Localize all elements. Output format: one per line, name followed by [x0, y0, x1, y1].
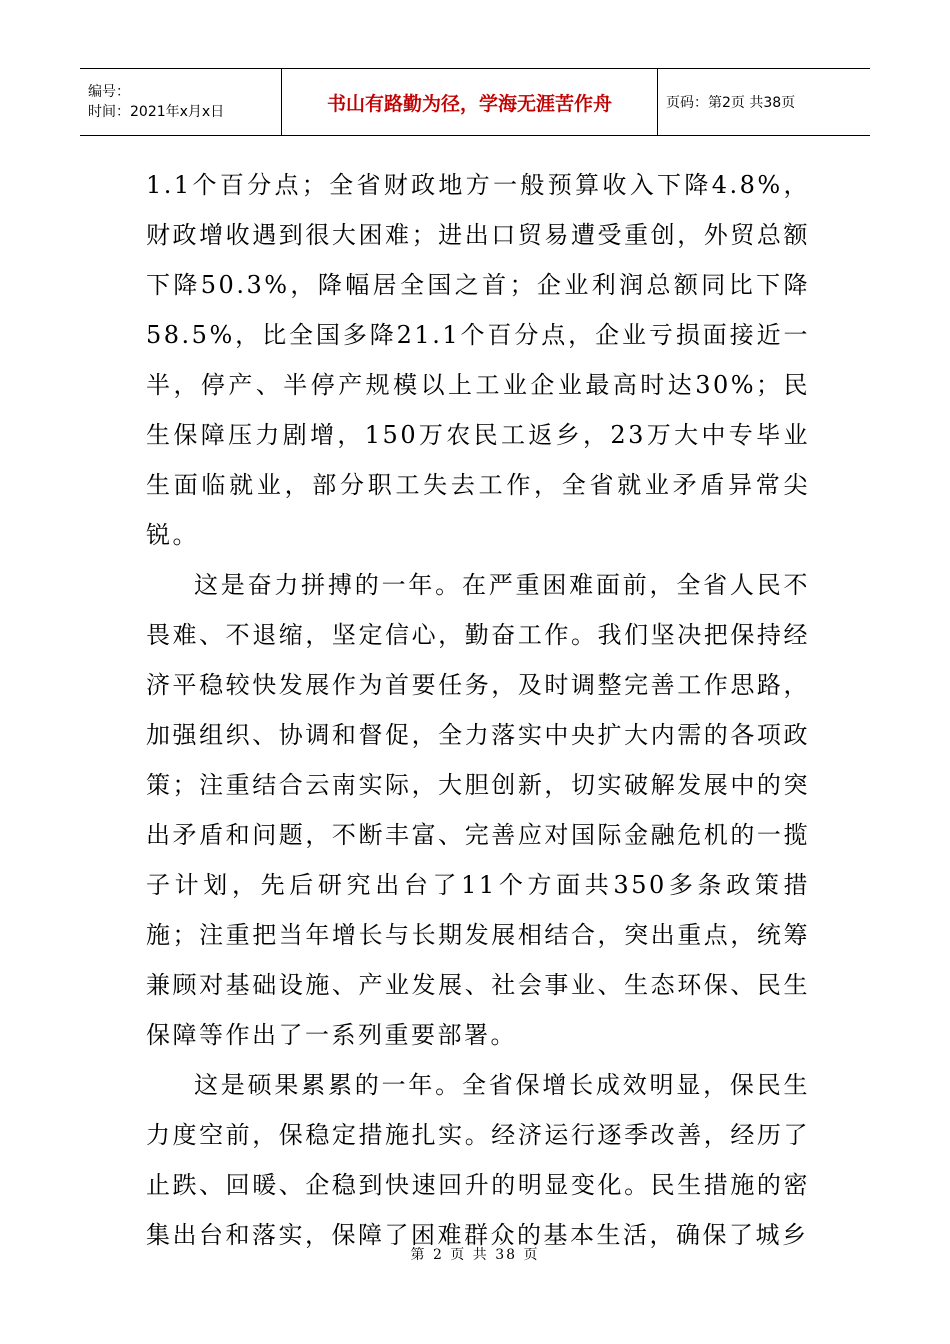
document-body [146, 160, 810, 1260]
document-date: 时间：2021年x月x日 [88, 104, 225, 120]
paragraph-struggle-year: 这是奋力拼搏的一年。在严重困难面前，全省人民不畏难、不退缩，坚定信心，勤奋工作。我们坚决把保持经济平稳较快发展作为首要任务，及时调整完善工作思路，加强组织、协调和督促，全力落实中央扩大内需的各项政策；注重结合云南实际，大胆创新，切实破解发展中的突出矛盾和问题，不断丰富、完善应对国际金融危机的一揽子计划，先后研究出台了11个方面共350多条政策措施；注重把当年增长与长期发展相结合，突出重点，统筹兼顾对基础设施、产业发展、社会事业、生态环保、民生保障等作出了一系列重要部署。 [146, 571, 810, 1049]
motto-text: 书山有路勤为径，学海无涯苦作舟 [326, 92, 612, 115]
paragraph-fruitful-year: 这是硕果累累的一年。全省保增长成效明显，保民生力度空前，保稳定措施扎实。经济运行逐季改善，经历了止跌、回暖、企稳到快速回升的明显变化。民生措施的密集出台和落实，保障了困难群众的基本生活，确保了城乡 [146, 1071, 810, 1249]
document-number-label: 编号： [88, 84, 130, 100]
document-header [80, 68, 870, 136]
header-meta [80, 69, 282, 135]
paragraph-continued: 1.1个百分点；全省财政地方一般预算收入下降4.8%，财政增收遇到很大困难；进出口贸易遭受重创，外贸总额下降50.3%，降幅居全国之首；企业利润总额同比下降58.5%，比全国多降21.1个百分点，企业亏损面接近一半，停产、半停产规模以上工业企业最高时达30%；民生保障压力剧增，150万农民工返乡，23万大中专毕业生面临就业，部分职工失去工作，全省就业矛盾异常尖锐。 [146, 171, 810, 549]
page-info-text: 页码：第2页 共38页 [666, 95, 796, 111]
header-motto [282, 69, 658, 135]
page-footer [0, 1244, 950, 1264]
header-page-info [658, 69, 870, 135]
footer-page-number: 第 2 页 共 38 页 [410, 1247, 540, 1263]
